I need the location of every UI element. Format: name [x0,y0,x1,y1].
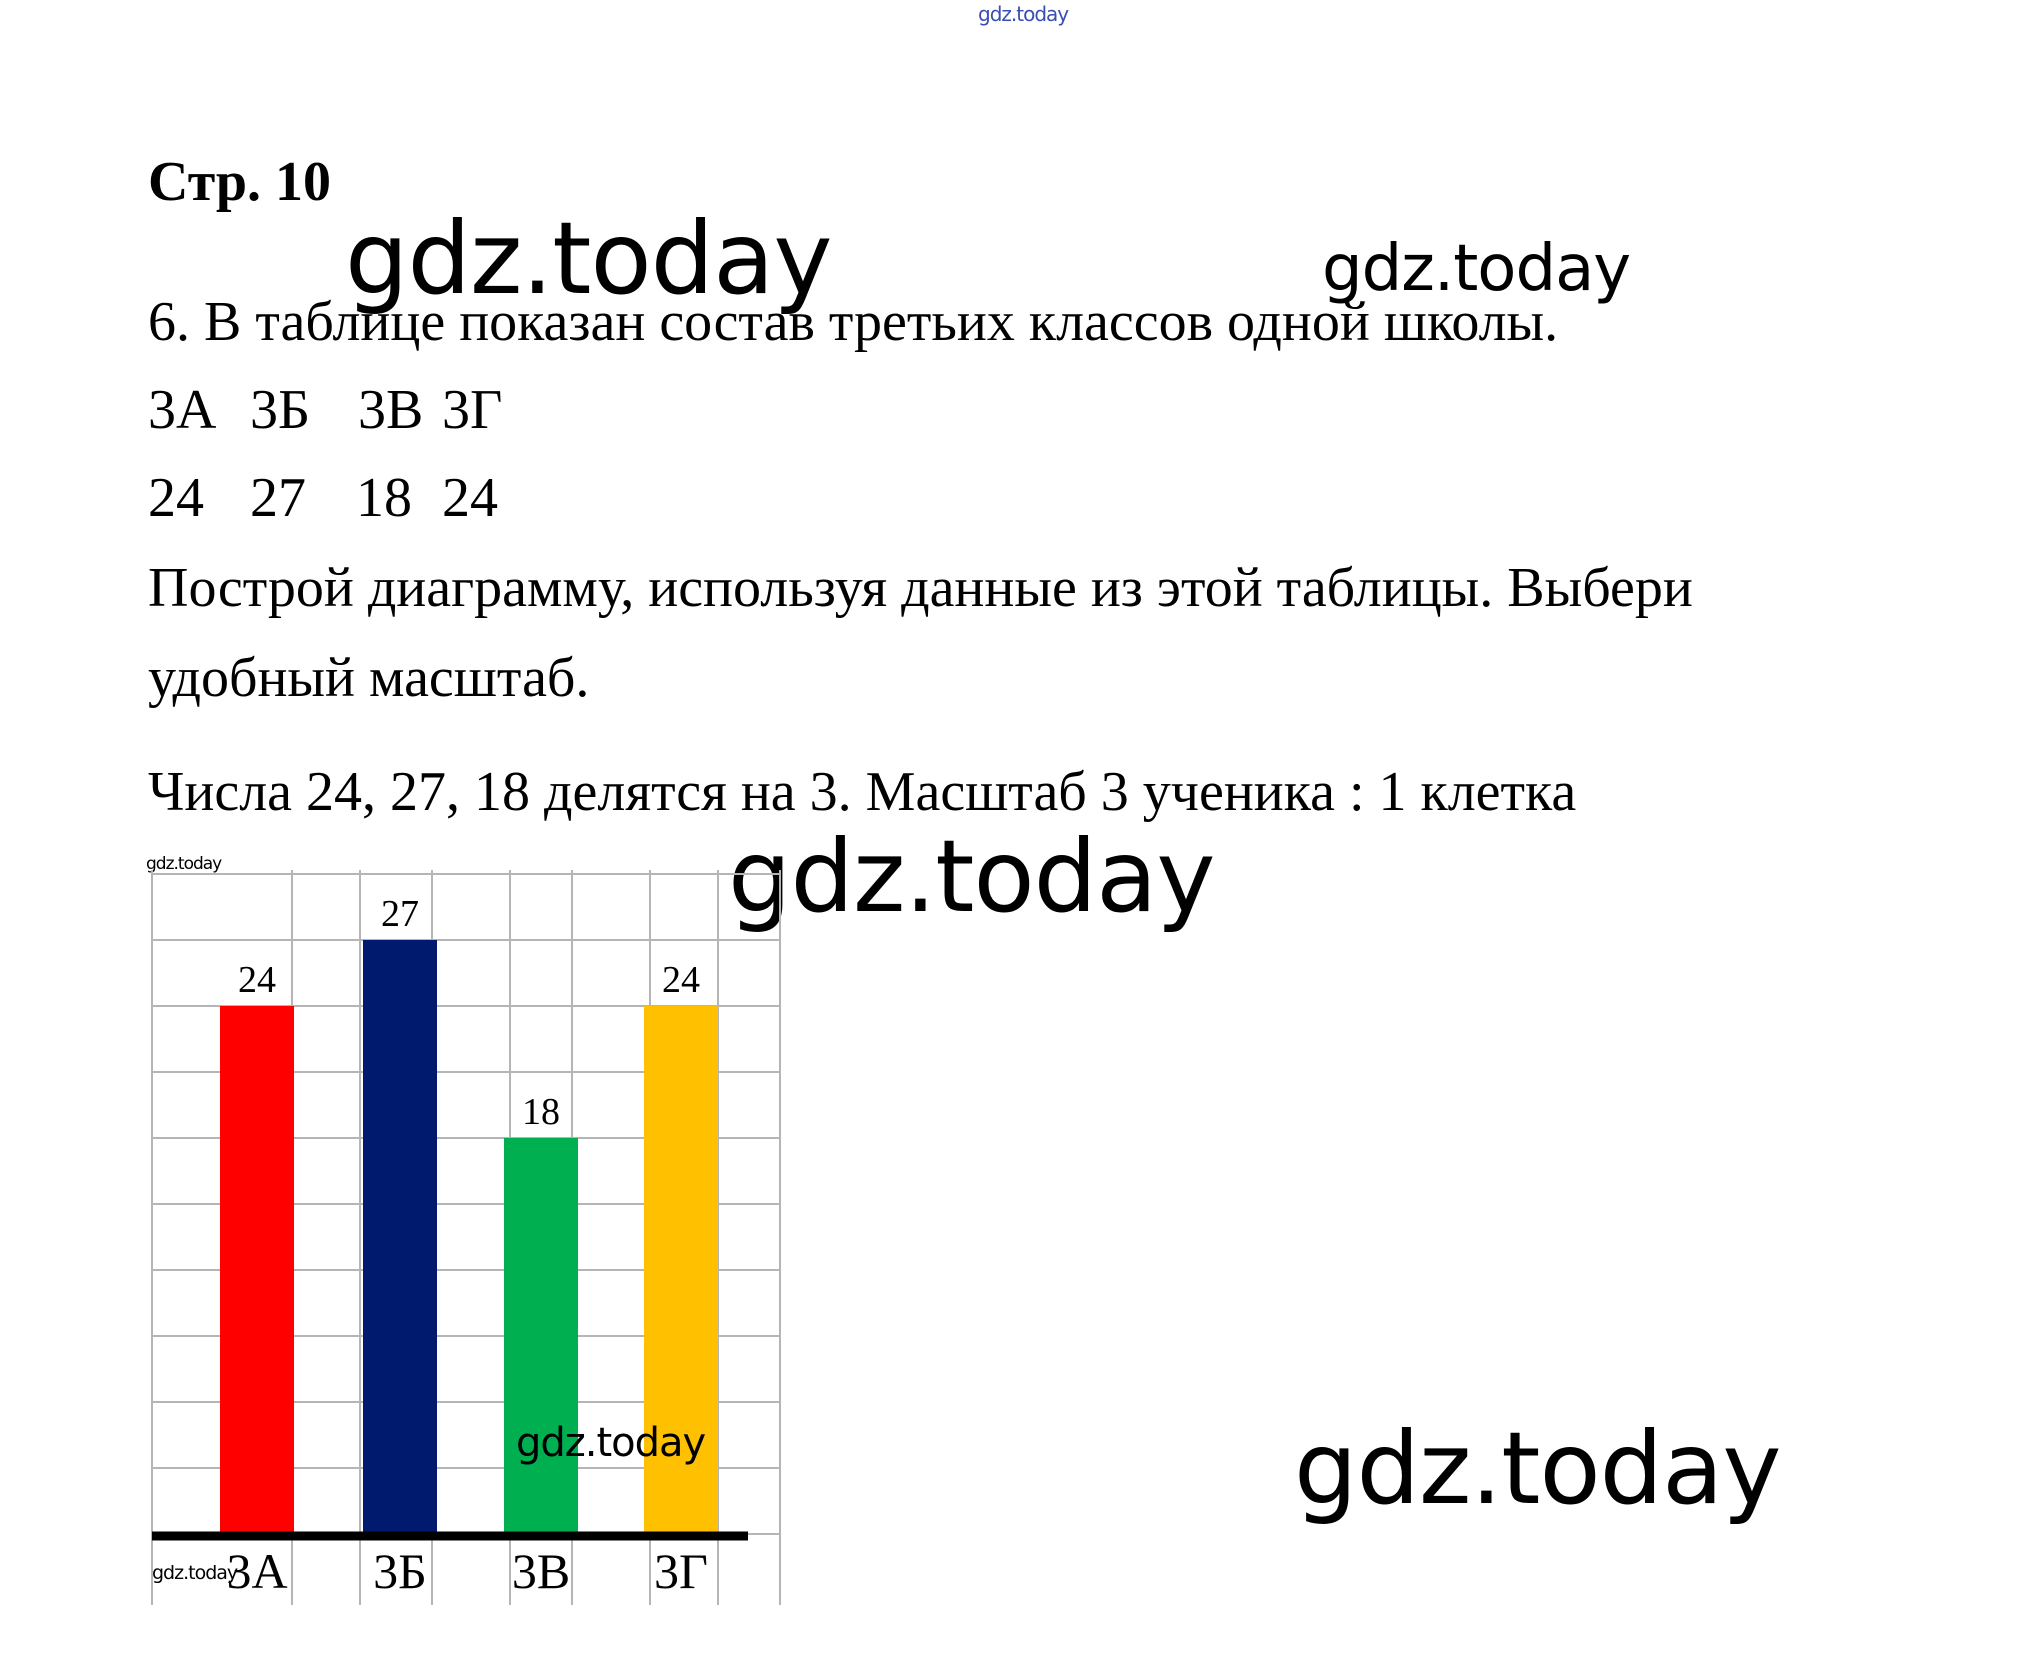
category-label: 3Г [654,1543,708,1599]
category-label: 3А [226,1543,288,1599]
solution-text: Числа 24, 27, 18 делятся на 3. Масштаб 3 ученика : 1 клетка [148,761,1577,823]
bar-value-label: 24 [238,959,276,1001]
table-header-cell: 3А [148,379,217,441]
bar-value-label: 24 [662,959,700,1001]
watermark-chart-mid: gdz.today [516,1420,706,1466]
table-value-cell: 27 [250,467,306,529]
table-value-cell: 24 [442,467,498,529]
task-text: 6. В таблице показан состав третьих классов одной школы. [148,291,1559,353]
category-label: 3В [511,1543,571,1599]
watermark-large-4: gdz.today [1294,1410,1781,1527]
bar-value-label: 18 [522,1091,560,1133]
watermark-top-small: gdz.today [978,2,1069,26]
table-header-cell: 3Б [250,379,311,441]
instruction-line-1: Построй диаграмму, используя данные из этой таблицы. Выбери [148,557,1693,619]
bar-chart [150,870,790,1610]
table-value-cell: 18 [356,467,412,529]
table-header-cell: 3Г [442,379,503,441]
table-header-row [148,378,502,442]
watermark-large-1: gdz.today [345,200,832,317]
watermark-large-3: gdz.today [728,818,1215,935]
watermark-chart-top-small: gdz.today [146,854,222,874]
table-value-cell: 24 [148,467,204,529]
instruction-line-2: удобный масштаб. [148,647,590,709]
table-values-row [148,466,498,530]
bar-3 [504,1138,578,1534]
bar-1 [220,1006,294,1534]
table-header-cell: 3В [358,379,424,441]
bar-2 [363,940,437,1534]
category-label: 3Б [373,1543,427,1599]
watermark-chart-bottom-small: gdz.today [152,1562,238,1584]
watermark-large-2: gdz.today [1322,232,1631,306]
page-title: Стр. 10 [148,151,332,213]
bar-value-label: 27 [381,893,419,935]
